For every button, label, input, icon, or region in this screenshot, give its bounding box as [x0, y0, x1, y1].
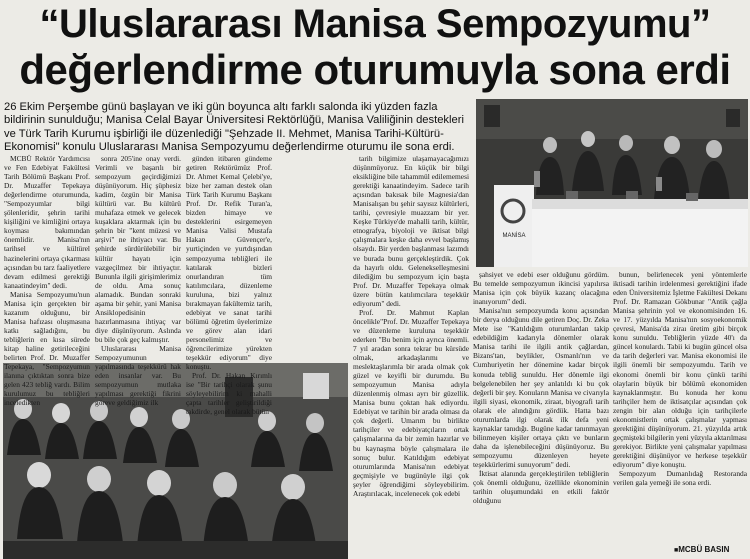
- column-4: [353, 154, 469, 559]
- column-3-paragraph: Prof. Dr. Hakan Kırımlı ise "Bir tarihçi olarak şunu söyleyebilirim ki mahalli çapta tarihler geliştirildiği takdirde, genel olarak bütün: [186, 371, 272, 417]
- column-3-paragraph: günden itibaren gündeme getiren Rektörümüz Prof. Dr. Ahmet Kemal Çelebi'ye, bize her zaman destek olan Türk Tarih Kurumu Başkanı Prof. Dr. Refik Turan'a, bizden himaye ve desteklerini esirgemeyen Manisa Valisi Mustafa Hakan Güvençer'e, yurtiçinden ve yurtdışından sempozyuma tebliğleri ile katılarak bizleri onurlandıran tüm katılımcılara, düzenleme kuruluna, bizi yalnız bırakmayan fakültemiz tarih, edebiyat ve sanat tarihi bölümü öğretim üyelerimize ve görev alan idari personelimiz ve öğrencilerimize yürekten teşekkür ediyorum" diye konuştu.: [186, 154, 272, 372]
- banner-text: MANİSA: [502, 233, 526, 239]
- article-deck: 26 Ekim Perşembe günü başlayan ve iki gün boyunca altı farklı salonda iki yüzden fazla bildirinin sunulduğu; Manisa Celal Bayar Üniversitesi Rektörlüğü, Manisa Valiliğinin destekleri ve Türk Tarih Kurumu işbirliği ile düzenlediği "Şehzade II. Mehmet, Manisa Tarihi-Kültürü-Ekonomisi" konulu Uluslararası Manisa Sempozyumu değerlendirme oturumu ile sona erdi.: [4, 101, 464, 154]
- column-4-paragraph: tarih bilgimize ulaşamayacağımızı düşünmüyoruz. En küçük bir bilgi eksikliğine bile tahammül edilememesi gerektiği kanaatindeyim. Sadece tarih açısından bakısak bile Magnesia'dan Manisalışan bu şehir sayısız kültürleri, tarihi, çevresiyle muazzam bir yer. Keşke Türkiye'de mahalli tarih, kültür, etnografya, biyoloji ve iktisat bilgi çalışmalara keşke daha evvel başlamış olsaydı. Bir yerden başlanması lazımdı ve burada bunu gerçekleştirdik. Çok da hayırlı oldu. Gelenekselleşmesini dilediğim bu sempozyum için başta Prof. Dr. Muzaffer Tepekaya olmak üzere bütün katılımcılara teşekkür ediyorum" dedi.: [353, 154, 469, 308]
- column-5: [473, 270, 609, 559]
- column-1: [4, 154, 90, 408]
- column-1-paragraph: MCBÜ Rektör Yardımcısı ve Fen Edebiyat Fakültesi Tarih Bölümü Başkanı Prof. Dr. Muzaffer Tepekaya değerlendirme oturumunda, "Sempozyumlar bilgi şölenleridir, şehrin tarihi kişiliğini ve kimliğini ortaya koyması bakımından önemlidir. Manisa'nın tarihsel ve kültürel hazinelerini ortaya çıkarması açısından bu tarz faaliyetlere devam edilmesi gerektiği kanaatindeyim" dedi.: [4, 154, 90, 290]
- column-2-paragraph: sonra 205'ine onay verdi. Verimli ve başarılı bir sempozyum geçirdiğimizi düşünüyorum. Hiç şüphesiz kadim, özgün bir Manisa kültürü var. Bu kültürü muhafaza etmek ve gelecek kuşaklara aktarmak için bu şehrin bir "kent müzesi ve arşivi" ne ihtiyacı var. Bu şehirde sürdürülebilir bir kültür hayatı için vazgeçilmez bir ihtiyaçtır. Bununla ilgili girişimlerimiz de oldu. Ama sonuç alamadık. Bundan sonraki aşama bir şehir, yani Manisa Ansiklopedisinin hazırlanmasına ihtiyaç var diye düşünüyorum. Aslında bu bile çok geç kalmıştır.: [95, 154, 181, 344]
- column-5-paragraph: Manisa'nın sempozyumda konu açısından bir derya olduğunu dile getiren Doç. Dr. Zeka Mete ise "Katıldığım oturumlardan takip edebildiğim kadarıyla dönemler olarak Manisa tarihi ile ilgili antik çağlardan, Bizans'tan, beylikler, Osmanlı'nın ve Cumhuriyetin her dönemine kadar birçok konuda tebliğ sunuldu. Her dönemle ilgi belgelenebilen her şey anlatıldı ki bu çok değerli bir şey. Konuların Manisa ve civarıyla ilgili siyasi, ekonomik, ziraat, biyografi tarih olarak ele alındığını gördük. Hatta bazı oturumlarda ilgi olarak ilk defa yeni kaynaklar tanıdığı. Bugüne kadar tanınmayan bilinmeyen kişiler ortaya çıktı ve bunların daha da işlenebileceğini düşünüyoruz. Bu sempozyumu düzenleyen heyete teşekkürlerimi sunuyorum" dedi.: [473, 306, 609, 469]
- column-5-paragraph: İktisat alanında gerçekleştirilen tebliğlerin çok önemli olduğunu, özellikle ekonominin tarihin oluşumundaki en etkili faktör olduğunu: [473, 469, 609, 506]
- panel-photo: [476, 99, 748, 267]
- column-2: [95, 154, 181, 408]
- column-4-paragraph: Prof. Dr. Mahmut Kaplan öncelikle"Prof. Dr. Muzaffer Tepekaya ve düzenleme kuruluna teşekkür ederken "Bu benim için ayrıca önemli. 7 yıl aradan sonra tekrar bu kürsüde olmak, arkadaşlarımı ve meslektaşlarımla bir arada olmak çok güzel ve keyifli bir durumdu. Bu sempozyumun Manisa adıyla düzenlenmiş olması ayrı bir güzellik. Manisa bunu çoktan hak ediyordu. Edebiyat ve tarihin bir arada olması da çok değerli. Umarım bu birlikte tarihçiler ve edebiyatçıların ortak çalışmalarına da bir zemin hazırlar ve bu kaynaşma böyle çalışmalara ile sonuç bulur. Katıldığım edebiyat oturumlarında Manisa'nın edebiyat geçmişiyle ve bugünüyle ilgi çok şeyler öğrendiğimi söyleyebilirim. Araştırılacak, incelenecek çok edebi: [353, 307, 469, 498]
- headline-line-1: “Uluslararası Manisa Sempozyumu”: [39, 2, 711, 46]
- column-1-paragraph: Manisa Sempozyumu'nun Manisa için gerçekten bir kazanım olduğunu, bir Manisa hafızası oluşmasına katkı sağladığını, bu tebliğlerin en kısa sürede kitap haline getirileceğini belirten Prof. Dr. Muzaffer Tepekaya, "Sempozyumun ilanına çıktıktan sonra bize gelen 423 tebliğ vardı. Bilim kurulumuz bu tebliğleri inceledikten: [4, 289, 90, 408]
- column-5-paragraph: şahsiyet ve edebi eser olduğunu gördüm. Bu temelde sempozyumun ikincisi yapılırsa Manisa için çok büyük kazanç olacağına inanıyorum" dedi.: [473, 270, 609, 307]
- column-2-paragraph: Uluslararası Manisa Sempozyumunun yapılmasında teşekkürü hak eden insanlar var. Bu sempozyumun mutlaka yapılması gerektiği fikrini görevе geldiğimiz ilk: [95, 343, 181, 408]
- column-6-paragraph: bunun, belirlenecek yeni yöntemlerle iktisadi tarihin irdelenmesi gerektiğini ifade eden Üniversitemiz İşletme Fakültesi Dekanı Prof. Dr. Ramazan Gökbunar "Antik çağla Manisa şehrinin yol ve ekonomisinden 16. ve 17. yüzyılda Manisa'nın sosyoekonomik çevresi, Manisa'da ziraı üretim gibi birçok konu sunuldu. Tebliğlerin yüzde 40'ı da güncel konulardı. Tabii ki bugün güncel olsa da tarih değerleri var. Manisa ekonomisi ile ilgili önemli bir sempozyumdu. Tarih ve ekonomi önemli bir konu çünkü tarihi olaylarin büyük bir bölümü ekonomiden kaynaklanmıştır. Bu konuda her konu tarihçiler hem de iktisatçılar açısından çok zengin bir alan olduğu için tarihçilerle ekonomistlerin ortak çalışmalar yapması gerektiğini düşünüyorum. 21. yüzyılda artık geçmişteki bilgilerin yeni yüzyıla aktarılması gerekiyor. Birlikte yeni çalışmalar yapılması gerektiğini düşünüyor ve herkese teşekkür ediyorum" diye konuştu.: [613, 270, 747, 469]
- column-6-paragraph: Sempozyum Dumanlıdağ Restoranda verilen gala yemeği ile sona erdi.: [613, 469, 747, 488]
- column-3: [186, 154, 272, 417]
- column-6: [613, 270, 747, 543]
- byline: ■ MCBÜ BASIN: [674, 545, 729, 554]
- headline-line-2: değerlendirme oturumuyla sona erdi: [19, 46, 731, 93]
